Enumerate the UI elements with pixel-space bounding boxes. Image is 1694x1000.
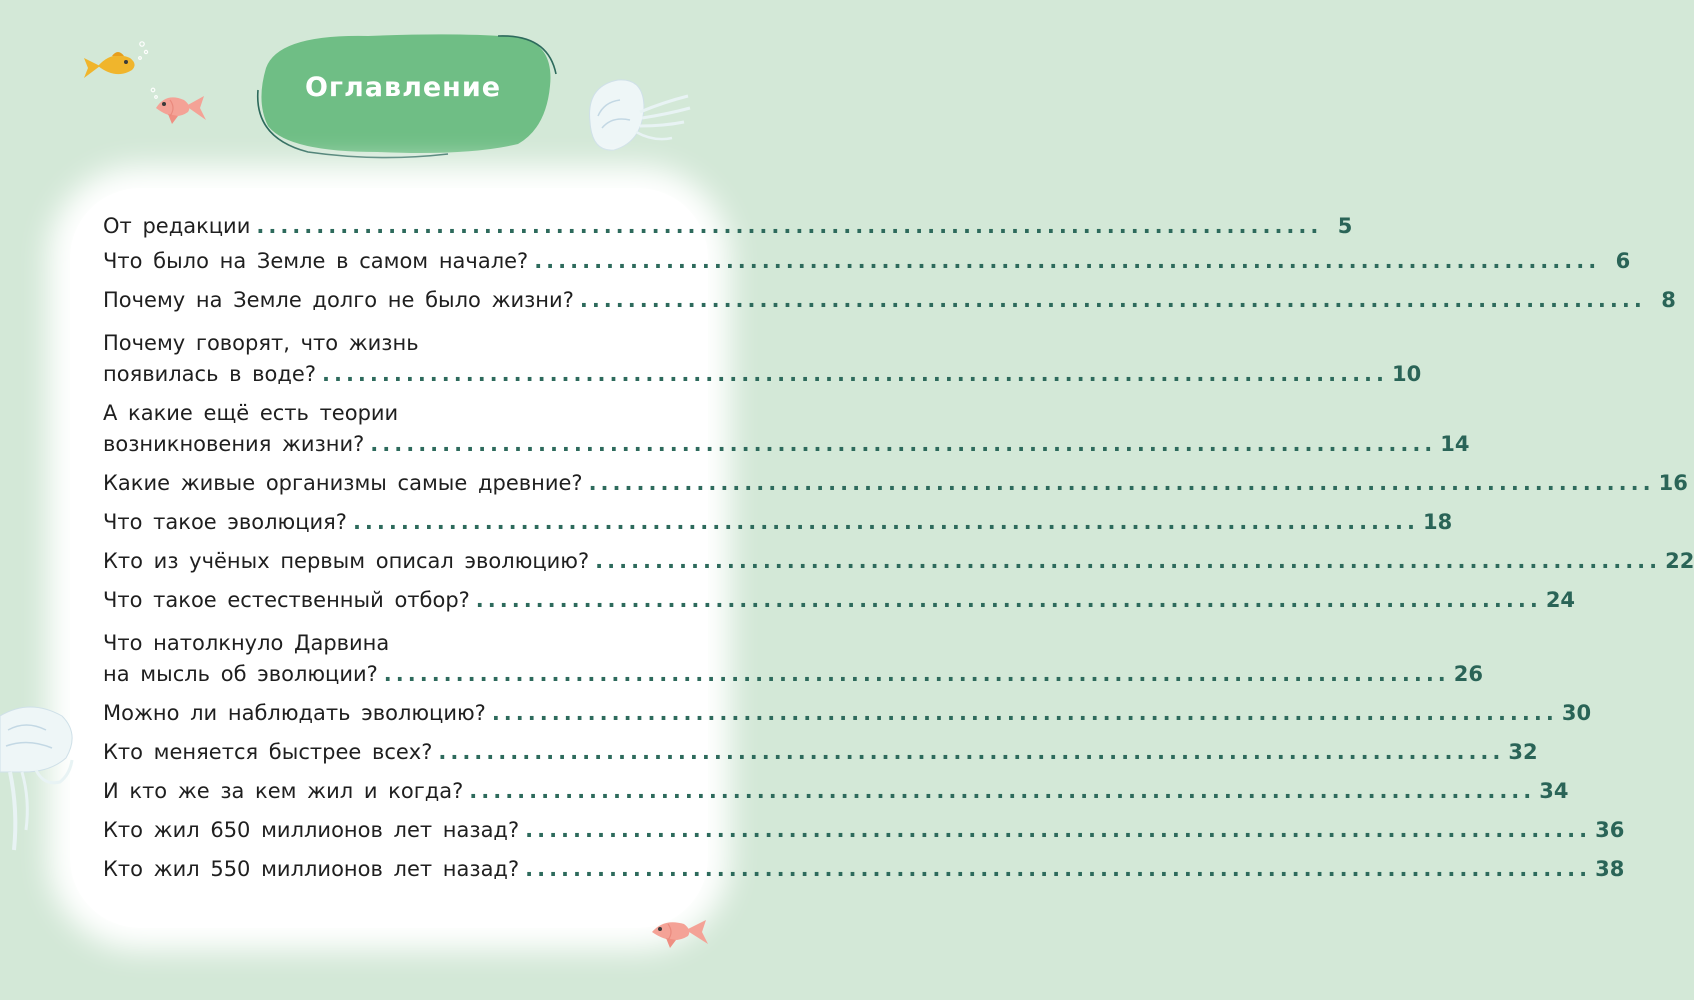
toc-item-title: Что было на Земле в самом начале?: [103, 249, 529, 273]
toc-item[interactable]: [103, 464, 1688, 503]
toc-page-number: 6: [1615, 249, 1631, 273]
toc-item[interactable]: [103, 694, 1592, 733]
toc-item-title: Почему говорят, что жизнь: [103, 331, 419, 355]
toc-page-number: 30: [1561, 701, 1592, 725]
page-title: Оглавление: [304, 72, 502, 103]
pink-fish-icon: [146, 84, 212, 130]
toc-item-title-cont: на мысль об эволюции?: [103, 662, 378, 686]
toc-page-number: 22: [1665, 549, 1694, 573]
toc-item[interactable]: [103, 581, 1576, 620]
dot-leader: .........................................................................................: [352, 510, 1419, 534]
toc-item-title: Какие живые организмы самые древние?: [103, 471, 583, 495]
toc-item-title: Можно ли наблюдать эволюцию?: [103, 701, 486, 725]
toc-line: [103, 398, 697, 429]
toc-line: [103, 429, 1470, 460]
toc-item[interactable]: [103, 733, 1538, 772]
toc-item[interactable]: [103, 281, 1676, 320]
dot-leader: .........................................................................................: [534, 249, 1601, 273]
toc-item-title: Кто жил 650 миллионов лет назад?: [103, 818, 520, 842]
toc-item-title: А какие ещё есть теории: [103, 401, 399, 425]
toc-line: [103, 242, 1631, 281]
toc-item-title: Что такое естественный отбор?: [103, 588, 470, 612]
dot-leader: .........................................................................................: [588, 471, 1655, 495]
dot-leader: .........................................................................................: [322, 362, 1389, 386]
toc-page-number: 24: [1545, 588, 1576, 612]
toc-line: [103, 581, 1576, 620]
toc-page-number: 10: [1392, 362, 1422, 386]
toc-line: [103, 464, 1688, 503]
table-of-contents: [103, 210, 1694, 889]
toc-page-number: 32: [1508, 740, 1538, 764]
dot-leader: .........................................................................................: [579, 288, 1646, 312]
dot-leader: .........................................................................................: [438, 740, 1505, 764]
toc-page-number: 14: [1440, 432, 1470, 456]
toc-page-number: 5: [1337, 214, 1353, 238]
toc-page-number: 8: [1661, 288, 1676, 312]
toc-item[interactable]: [103, 850, 1625, 889]
dot-leader: .........................................................................................: [475, 588, 1542, 612]
toc-item-title: Кто меняется быстрее всех?: [103, 740, 433, 764]
toc-page-number: 34: [1539, 779, 1569, 803]
dot-leader: .........................................................................................: [256, 214, 1323, 238]
toc-item[interactable]: [103, 503, 1453, 542]
toc-line: [103, 328, 697, 359]
toc-page-number: 16: [1658, 471, 1688, 495]
toc-item-title: Что натолкнуло Дарвина: [103, 631, 390, 655]
toc-item-title: Что такое эволюция?: [103, 510, 347, 534]
toc-item[interactable]: [103, 210, 1353, 242]
toc-item[interactable]: [103, 242, 1631, 281]
dot-leader: .........................................................................................: [469, 779, 1536, 803]
toc-line: [103, 772, 1569, 811]
toc-page-number: 26: [1453, 662, 1484, 686]
toc-item-title: И кто же за кем жил и когда?: [103, 779, 464, 803]
toc-item-title: Кто из учёных первым описал эволюцию?: [103, 549, 590, 573]
jellyfish-icon: [584, 72, 694, 162]
toc-item-title: Почему на Земле долго не было жизни?: [103, 288, 574, 312]
dot-leader: .........................................................................................: [491, 701, 1558, 725]
dot-leader: .........................................................................................: [525, 857, 1592, 881]
jellyfish-icon: [0, 690, 80, 860]
toc-item[interactable]: [103, 542, 1694, 581]
toc-item-title: От редакции: [103, 214, 251, 238]
toc-item-title-cont: появилась в воде?: [103, 362, 316, 386]
toc-item[interactable]: [103, 628, 1484, 690]
dot-leader: .........................................................................................: [595, 549, 1662, 573]
toc-item[interactable]: [103, 772, 1569, 811]
toc-line: [103, 210, 1353, 242]
toc-line: [103, 694, 1592, 733]
toc-line: [103, 503, 1453, 542]
toc-line: [103, 628, 697, 659]
toc-line: [103, 811, 1625, 850]
toc-line: [103, 359, 1422, 390]
toc-line: [103, 659, 1484, 690]
dot-leader: .........................................................................................: [525, 818, 1592, 842]
toc-page-number: 18: [1422, 510, 1453, 534]
toc-line: [103, 542, 1694, 581]
pink-fish-icon: [640, 906, 712, 952]
dot-leader: .........................................................................................: [383, 662, 1450, 686]
toc-item-title-cont: возникновения жизни?: [103, 432, 365, 456]
toc-line: [103, 281, 1676, 320]
toc-item[interactable]: [103, 328, 1422, 390]
toc-item[interactable]: [103, 811, 1625, 850]
toc-page-number: 38: [1595, 857, 1625, 881]
dot-leader: .........................................................................................: [370, 432, 1437, 456]
goldfish-icon: [80, 36, 160, 86]
toc-line: [103, 850, 1625, 889]
toc-item[interactable]: [103, 398, 1470, 460]
toc-page-number: 36: [1595, 818, 1625, 842]
toc-line: [103, 733, 1538, 772]
toc-item-title: Кто жил 550 миллионов лет назад?: [103, 857, 520, 881]
